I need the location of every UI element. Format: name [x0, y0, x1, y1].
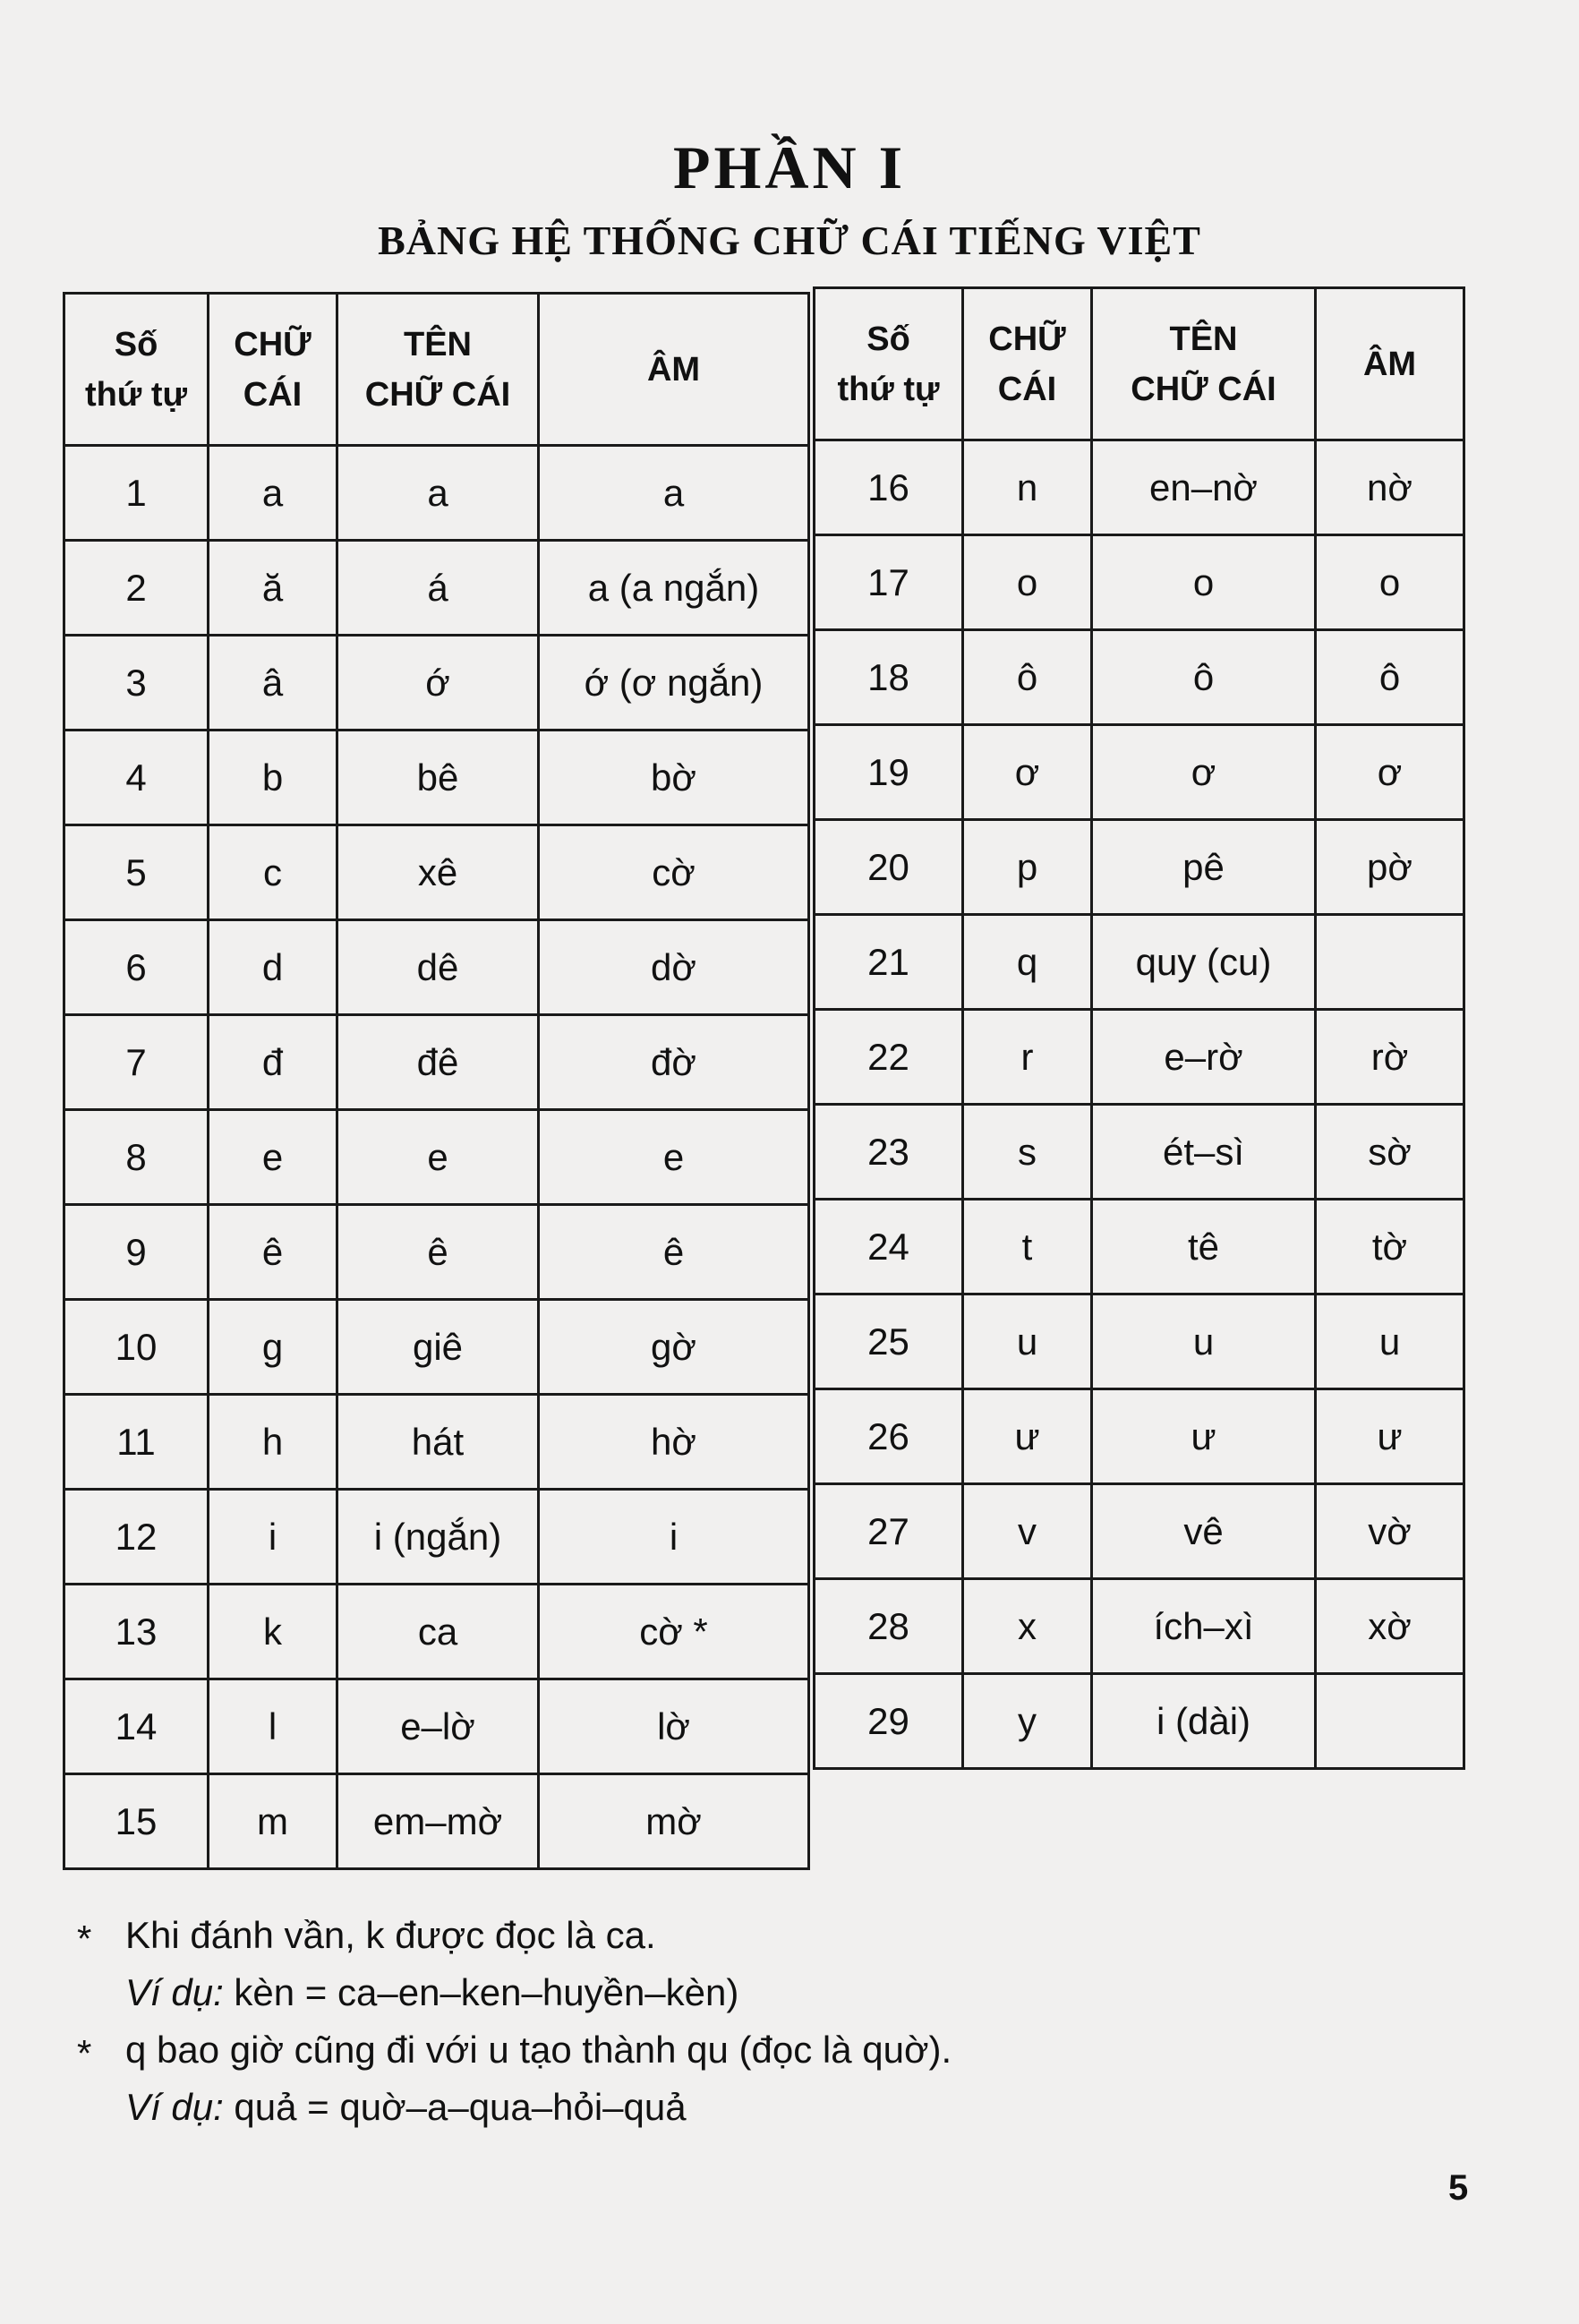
table-row [64, 636, 809, 731]
cell-stt: 15 [64, 1774, 209, 1869]
cell-sound: vờ [1316, 1484, 1464, 1579]
cell-stt: 4 [64, 731, 209, 825]
cell-letter-name: e–rờ [1092, 1010, 1316, 1105]
table-row [64, 1395, 809, 1490]
table-row [64, 1679, 809, 1774]
cell-letter: v [963, 1484, 1092, 1579]
table-row [64, 1774, 809, 1869]
cell-stt: 8 [64, 1110, 209, 1205]
cell-letter-name: tê [1092, 1200, 1316, 1294]
table-row [815, 1294, 1464, 1389]
asterisk-icon: * [77, 2032, 92, 2074]
table-row [64, 541, 809, 636]
header-am: ÂM [1316, 288, 1464, 440]
cell-sound: ô [1316, 630, 1464, 725]
cell-stt: 16 [815, 440, 963, 535]
cell-letter-name: xê [337, 825, 539, 920]
cell-letter-name: ích–xì [1092, 1579, 1316, 1674]
header-am: ÂM [539, 294, 809, 446]
cell-letter-name: i (dài) [1092, 1674, 1316, 1769]
cell-letter: u [963, 1294, 1092, 1389]
cell-stt: 18 [815, 630, 963, 725]
note-k-text: Khi đánh vần, k được đọc là ca. [125, 1914, 656, 1956]
cell-letter-name: á [337, 541, 539, 636]
cell-sound: cờ [539, 825, 809, 920]
cell-letter: m [209, 1774, 337, 1869]
note-q [77, 2021, 952, 2079]
cell-sound [1316, 915, 1464, 1010]
header-chu-cai: CHỮ CÁI [963, 288, 1092, 440]
header-chu-cai: CHỮ CÁI [209, 294, 337, 446]
cell-stt: 12 [64, 1490, 209, 1585]
table-row [64, 1585, 809, 1679]
cell-letter-name: ơ [1092, 725, 1316, 820]
cell-stt: 2 [64, 541, 209, 636]
cell-sound: o [1316, 535, 1464, 630]
cell-letter: ơ [963, 725, 1092, 820]
cell-letter-name: ớ [337, 636, 539, 731]
table-row [64, 825, 809, 920]
cell-letter-name: quy (cu) [1092, 915, 1316, 1010]
cell-sound: nờ [1316, 440, 1464, 535]
table-row [815, 1010, 1464, 1105]
table-row [815, 1674, 1464, 1769]
cell-letter: ư [963, 1389, 1092, 1484]
header-so-thu-tu: Số thứ tự [815, 288, 963, 440]
cell-sound: xờ [1316, 1579, 1464, 1674]
cell-stt: 24 [815, 1200, 963, 1294]
cell-letter: o [963, 535, 1092, 630]
cell-letter: s [963, 1105, 1092, 1200]
cell-sound: cờ * [539, 1585, 809, 1679]
table-row [815, 630, 1464, 725]
cell-letter-name: ê [337, 1205, 539, 1300]
example-k-text: kèn = ca–en–ken–huyền–kèn) [234, 1971, 739, 2013]
cell-sound [1316, 1674, 1464, 1769]
part-title: PHẦN I [672, 133, 907, 201]
cell-letter: y [963, 1674, 1092, 1769]
table-header-row [815, 288, 1464, 440]
table-row [64, 1300, 809, 1395]
cell-letter-name: bê [337, 731, 539, 825]
table-body-left [64, 446, 809, 1869]
cell-sound: pờ [1316, 820, 1464, 915]
cell-sound: lờ [539, 1679, 809, 1774]
cell-sound: a (a ngắn) [539, 541, 809, 636]
example-k [77, 1964, 952, 2021]
cell-letter-name: đê [337, 1015, 539, 1110]
cell-letter: b [209, 731, 337, 825]
cell-letter: x [963, 1579, 1092, 1674]
cell-sound: ớ (ơ ngắn) [539, 636, 809, 731]
cell-sound: hờ [539, 1395, 809, 1490]
example-q-text: quả = quờ–a–qua–hỏi–quả [234, 2086, 687, 2128]
table-header-row [64, 294, 809, 446]
table-row [815, 1484, 1464, 1579]
cell-letter: t [963, 1200, 1092, 1294]
table-row [815, 1389, 1464, 1484]
table-row [815, 535, 1464, 630]
cell-letter: đ [209, 1015, 337, 1110]
cell-letter-name: em–mờ [337, 1774, 539, 1869]
header-ten-chu-cai: TÊN CHỮ CÁI [1092, 288, 1316, 440]
cell-letter-name: e–lờ [337, 1679, 539, 1774]
cell-stt: 11 [64, 1395, 209, 1490]
note-q-text: q bao giờ cũng đi với u tạo thành qu (đọc là quờ). [125, 2029, 952, 2071]
table-row [815, 915, 1464, 1010]
cell-sound: bờ [539, 731, 809, 825]
table-row [815, 1105, 1464, 1200]
cell-letter-name: ư [1092, 1389, 1316, 1484]
cell-stt: 21 [815, 915, 963, 1010]
cell-letter-name: vê [1092, 1484, 1316, 1579]
cell-stt: 17 [815, 535, 963, 630]
cell-stt: 3 [64, 636, 209, 731]
table-row [64, 1015, 809, 1110]
cell-stt: 9 [64, 1205, 209, 1300]
page-number: 5 [1448, 2168, 1469, 2208]
cell-stt: 23 [815, 1105, 963, 1200]
cell-stt: 28 [815, 1579, 963, 1674]
cell-letter-name: ét–sì [1092, 1105, 1316, 1200]
cell-sound: ê [539, 1205, 809, 1300]
cell-sound: dờ [539, 920, 809, 1015]
table-row [815, 1200, 1464, 1294]
cell-letter-name: a [337, 446, 539, 541]
example-label: Ví dụ: [125, 2086, 224, 2128]
table-row [815, 725, 1464, 820]
cell-letter: p [963, 820, 1092, 915]
cell-letter: q [963, 915, 1092, 1010]
cell-stt: 5 [64, 825, 209, 920]
cell-sound: sờ [1316, 1105, 1464, 1200]
cell-sound: mờ [539, 1774, 809, 1869]
cell-stt: 25 [815, 1294, 963, 1389]
cell-sound: i [539, 1490, 809, 1585]
cell-stt: 7 [64, 1015, 209, 1110]
cell-letter-name: dê [337, 920, 539, 1015]
cell-stt: 22 [815, 1010, 963, 1105]
cell-letter: e [209, 1110, 337, 1205]
cell-sound: a [539, 446, 809, 541]
cell-stt: 26 [815, 1389, 963, 1484]
table-row [815, 820, 1464, 915]
table-row [64, 1490, 809, 1585]
cell-letter-name: e [337, 1110, 539, 1205]
cell-letter-name: pê [1092, 820, 1316, 915]
cell-stt: 29 [815, 1674, 963, 1769]
cell-sound: ư [1316, 1389, 1464, 1484]
cell-letter: l [209, 1679, 337, 1774]
cell-stt: 19 [815, 725, 963, 820]
cell-letter-name: hát [337, 1395, 539, 1490]
table-row [64, 920, 809, 1015]
cell-stt: 6 [64, 920, 209, 1015]
table-row [64, 1205, 809, 1300]
cell-letter-name: ô [1092, 630, 1316, 725]
cell-stt: 13 [64, 1585, 209, 1679]
cell-letter: a [209, 446, 337, 541]
cell-letter: d [209, 920, 337, 1015]
cell-letter: h [209, 1395, 337, 1490]
cell-letter-name: ca [337, 1585, 539, 1679]
cell-sound: ơ [1316, 725, 1464, 820]
cell-letter: g [209, 1300, 337, 1395]
cell-letter: c [209, 825, 337, 920]
cell-letter: ê [209, 1205, 337, 1300]
asterisk-icon: * [77, 1918, 92, 1960]
example-q [77, 2079, 952, 2136]
cell-letter-name: en–nờ [1092, 440, 1316, 535]
cell-letter: â [209, 636, 337, 731]
cell-sound: rờ [1316, 1010, 1464, 1105]
table-row [815, 440, 1464, 535]
table-row [64, 446, 809, 541]
page-title: BẢNG HỆ THỐNG CHỮ CÁI TIẾNG VIỆT [378, 218, 1201, 263]
header-ten-chu-cai: TÊN CHỮ CÁI [337, 294, 539, 446]
cell-sound: gờ [539, 1300, 809, 1395]
alphabet-table-right [813, 286, 1465, 1770]
cell-sound: đờ [539, 1015, 809, 1110]
cell-letter-name: giê [337, 1300, 539, 1395]
table-row [815, 1579, 1464, 1674]
cell-stt: 14 [64, 1679, 209, 1774]
cell-letter-name: u [1092, 1294, 1316, 1389]
cell-letter: i [209, 1490, 337, 1585]
table-row [64, 1110, 809, 1205]
alphabet-table-left [63, 292, 810, 1870]
cell-letter: n [963, 440, 1092, 535]
cell-stt: 27 [815, 1484, 963, 1579]
cell-sound: e [539, 1110, 809, 1205]
cell-stt: 1 [64, 446, 209, 541]
cell-stt: 20 [815, 820, 963, 915]
notes-section [77, 1907, 952, 2136]
header-so-thu-tu: Số thứ tự [64, 294, 209, 446]
cell-letter: k [209, 1585, 337, 1679]
cell-letter: ă [209, 541, 337, 636]
table-body-right [815, 440, 1464, 1769]
cell-letter: r [963, 1010, 1092, 1105]
note-k [77, 1907, 952, 1964]
example-label: Ví dụ: [125, 1971, 224, 2013]
cell-letter: ô [963, 630, 1092, 725]
cell-sound: tờ [1316, 1200, 1464, 1294]
cell-stt: 10 [64, 1300, 209, 1395]
cell-sound: u [1316, 1294, 1464, 1389]
table-row [64, 731, 809, 825]
cell-letter-name: o [1092, 535, 1316, 630]
cell-letter-name: i (ngắn) [337, 1490, 539, 1585]
